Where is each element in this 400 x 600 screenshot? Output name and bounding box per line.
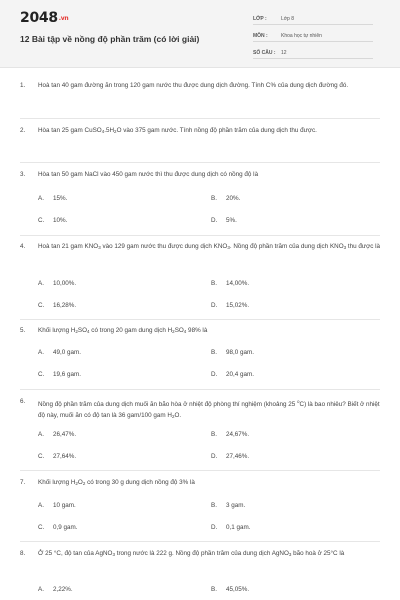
option-letter: A.: [38, 349, 44, 356]
option-text: 0,9 gam.: [53, 524, 78, 531]
question-number: 2.: [20, 127, 26, 134]
option-letter: A.: [38, 195, 44, 202]
answer-option-d[interactable]: [211, 524, 251, 531]
answer-option-a[interactable]: [38, 195, 67, 202]
question-divider: [20, 235, 380, 236]
option-text: 14,00%.: [226, 280, 250, 287]
question-divider: [20, 118, 380, 119]
answer-option-a[interactable]: [38, 280, 76, 287]
option-text: 16,28%.: [53, 302, 77, 309]
question-number: 5.: [20, 327, 26, 334]
meta-subject: MÔN : Khoa học tự nhiên: [253, 29, 373, 42]
question-text: Ở 25 °C, độ tan của AgNO$_3$ trong nước là 222 g. Nồng độ phần trăm của dung dịch AgNO$_3$ bão hoà ở 25°C là: [38, 550, 345, 557]
option-text: 27,64%.: [53, 453, 77, 460]
option-letter: D.: [211, 453, 218, 460]
question-1: [20, 80, 385, 91]
option-text: 0,1 gam.: [226, 524, 251, 531]
option-text: 98,0 gam.: [226, 349, 255, 356]
answer-option-c[interactable]: [38, 524, 78, 531]
option-text: 15,02%.: [226, 302, 250, 309]
option-letter: B.: [211, 586, 217, 593]
option-letter: D.: [211, 302, 218, 309]
option-text: 10%.: [53, 217, 68, 224]
answer-option-d[interactable]: [211, 453, 249, 460]
question-7: [20, 477, 385, 489]
option-letter: C.: [38, 453, 45, 460]
question-number: 4.: [20, 243, 26, 250]
option-text: 20,4 gam.: [226, 371, 255, 378]
option-text: 10 gam.: [53, 502, 76, 509]
option-text: 45,05%.: [226, 586, 250, 593]
question-text: Khối lượng $H_2O_2$ có trong 30 g dung dịch nồng độ 3% là: [38, 479, 195, 486]
answer-option-a[interactable]: [38, 349, 81, 356]
question-text: Nồng độ phần trăm của dung dịch muối ăn bão hòa ở nhiệt độ phòng thí nghiệm (khoảng 25 $^o$C) là bao nhiêu? Biết ở nhiệt độ này, muối ăn có độ tan là 36 gam/100 gam $H_2O$.: [38, 399, 380, 419]
option-text: 2,22%.: [53, 586, 73, 593]
answer-option-a[interactable]: [38, 431, 76, 438]
option-letter: B.: [211, 349, 217, 356]
option-letter: A.: [38, 502, 44, 509]
question-number: 6.: [20, 398, 26, 405]
question-number: 3.: [20, 171, 26, 178]
option-letter: B.: [211, 195, 217, 202]
option-letter: B.: [211, 431, 217, 438]
option-letter: C.: [38, 217, 45, 224]
answer-option-d[interactable]: [211, 302, 249, 309]
option-text: 20%.: [226, 195, 241, 202]
option-text: 19,6 gam.: [53, 371, 82, 378]
answer-option-b[interactable]: [211, 431, 249, 438]
question-divider: [20, 389, 380, 390]
option-text: 5%.: [226, 217, 237, 224]
answer-option-a[interactable]: [38, 502, 76, 509]
question-text: Hoà tan 21 gam $KNO_3$ vào 129 gam nước thu được dung dịch $KNO_3$. Nồng độ phần trăm của dung dịch $KNO_3$ thu được là: [38, 243, 381, 250]
question-number: 7.: [20, 479, 26, 486]
question-divider: [20, 319, 380, 320]
option-letter: C.: [38, 302, 45, 309]
answer-option-b[interactable]: [211, 280, 249, 287]
answer-option-c[interactable]: [38, 302, 76, 309]
option-text: 24,67%.: [226, 431, 250, 438]
option-letter: C.: [38, 371, 45, 378]
question-3: [20, 169, 385, 180]
meta-class: LỚP : Lớp 8: [253, 12, 373, 25]
answer-option-c[interactable]: [38, 217, 67, 224]
option-text: 3 gam.: [226, 502, 246, 509]
option-letter: B.: [211, 280, 217, 287]
question-text: Khối lượng $H_2SO_4$ có trong 20 gam dung dịch $H_2SO_4$ 98% là: [38, 327, 208, 334]
answer-option-c[interactable]: [38, 371, 81, 378]
answer-option-d[interactable]: [211, 217, 237, 224]
answer-option-c[interactable]: [38, 453, 76, 460]
question-6: [20, 396, 385, 422]
option-text: 15%.: [53, 195, 68, 202]
answer-option-b[interactable]: [211, 349, 254, 356]
answer-option-b[interactable]: [211, 586, 249, 593]
answer-option-d[interactable]: [211, 371, 254, 378]
answer-option-b[interactable]: [211, 195, 240, 202]
question-text: Hòa tan 50 gam NaCl vào 450 gam nước thì thu được dung dịch có nồng độ là: [38, 171, 259, 178]
question-text: Hoà tan 40 gam đường ăn trong 120 gam nước thu được dung dịch đường. Tính C% của dung dịch đường đó.: [38, 82, 349, 89]
answer-option-a[interactable]: [38, 586, 73, 593]
document-meta: [253, 12, 373, 63]
document-title: 12 Bài tập về nồng độ phần trăm (có lời giải): [20, 34, 200, 44]
question-divider: [20, 541, 380, 542]
option-letter: A.: [38, 431, 44, 438]
question-number: 1.: [20, 82, 26, 89]
question-4: [20, 241, 385, 253]
option-text: 49,0 gam.: [53, 349, 82, 356]
question-divider: [20, 470, 380, 471]
option-text: 10,00%.: [53, 280, 77, 287]
site-logo[interactable]: 2048.vn: [20, 10, 69, 26]
question-divider: [20, 162, 380, 163]
option-letter: A.: [38, 586, 44, 593]
option-letter: B.: [211, 502, 217, 509]
question-text: Hòa tan 25 gam $CuSO_4.5H_2O$ vào 375 gam nước. Tính nồng độ phần trăm của dung dịch thu được.: [38, 127, 317, 134]
option-letter: D.: [211, 524, 218, 531]
option-text: 27,46%.: [226, 453, 250, 460]
answer-option-b[interactable]: [211, 502, 245, 509]
option-letter: A.: [38, 280, 44, 287]
option-letter: D.: [211, 371, 218, 378]
question-number: 8.: [20, 550, 26, 557]
option-letter: C.: [38, 524, 45, 531]
document-header: [0, 0, 400, 68]
question-2: [20, 125, 385, 137]
option-text: 26,47%.: [53, 431, 77, 438]
meta-count: SỐ CÂU : 12: [253, 46, 373, 59]
question-8: [20, 548, 385, 560]
option-letter: D.: [211, 217, 218, 224]
question-5: [20, 325, 385, 337]
